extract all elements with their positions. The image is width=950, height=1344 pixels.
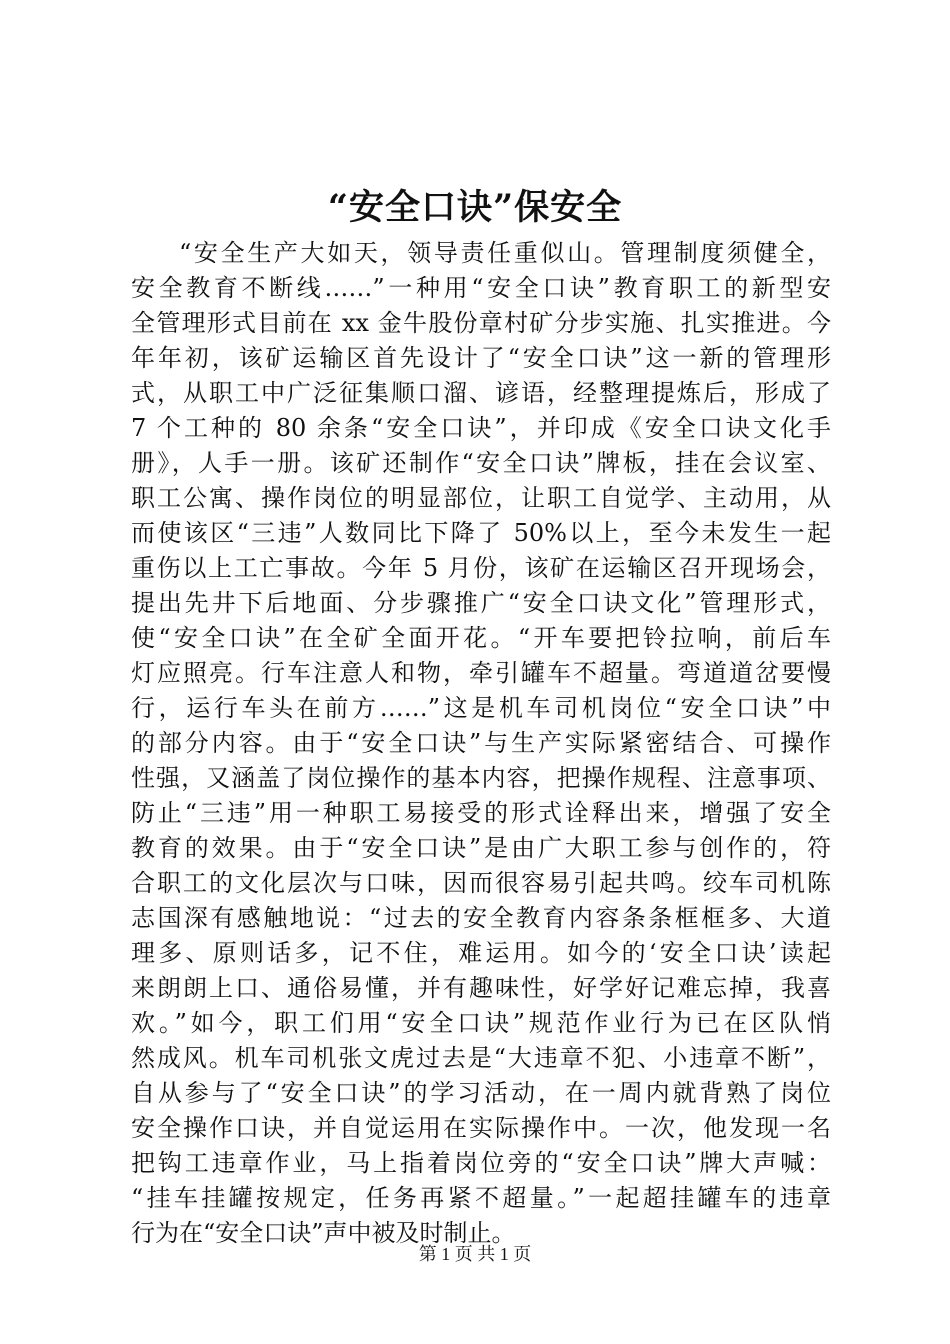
page-footer: 第 1 页 共 1 页 <box>418 1244 532 1264</box>
text-line: 年年初，该矿运输区首先设计了“安全口诀”这一新的管理形 <box>131 344 831 372</box>
text-line: 教育的效果。由于“安全口诀”是由广大职工参与创作的，符 <box>131 834 831 862</box>
page-title: “安全口诀”保安全 <box>327 187 623 228</box>
text-line: 全管理形式目前在 xx 金牛股份章村矿分步实施、扎实推进。今 <box>131 309 831 337</box>
text-line: 理多、原则话多，记不住，难运用。如今的‘安全口诀’读起 <box>131 939 831 967</box>
text-line: 而使该区“三违”人数同比下降了 50%以上，至今未发生一起 <box>131 519 831 547</box>
text-line: “挂车挂罐按规定，任务再紧不超量。”一起超挂罐车的违章 <box>131 1184 831 1212</box>
text-line: 来朗朗上口、通俗易懂，并有趣味性，好学好记难忘掉，我喜 <box>131 974 831 1002</box>
text-line: 合职工的文化层次与口味，因而很容易引起共鸣。绞车司机陈 <box>131 869 831 897</box>
text-line: 式，从职工中广泛征集顺口溜、谚语，经整理提炼后，形成了 <box>131 379 831 407</box>
text-line: 灯应照亮。行车注意人和物，牵引罐车不超量。弯道道岔要慢 <box>131 659 831 687</box>
text-line: 使“安全口诀”在全矿全面开花。“开车要把铃拉响，前后车 <box>131 624 831 652</box>
text-line: 然成风。机车司机张文虎过去是“大违章不犯、小违章不断”， <box>131 1044 831 1072</box>
text-line: 提出先井下后地面、分步骤推广“安全口诀文化”管理形式， <box>131 589 831 617</box>
text-line: 自从参与了“安全口诀”的学习活动，在一周内就背熟了岗位 <box>131 1079 831 1107</box>
body-paragraph <box>131 236 831 1251</box>
text-line: 行，运行车头在前方……”这是机车司机岗位“安全口诀”中 <box>131 694 831 722</box>
text-line: 把钩工违章作业，马上指着岗位旁的“安全口诀”牌大声喊： <box>131 1149 831 1177</box>
text-line: 志国深有感触地说：“过去的安全教育内容条条框框多、大道 <box>131 904 831 932</box>
text-line: 行为在“安全口诀”声中被及时制止。 <box>131 1219 516 1247</box>
text-line: 册》，人手一册。该矿还制作“安全口诀”牌板，挂在会议室、 <box>131 449 831 477</box>
text-line: 职工公寓、操作岗位的明显部位，让职工自觉学、主动用，从 <box>131 484 831 512</box>
text-line: 安全教育不断线……”一种用“安全口诀”教育职工的新型安 <box>131 274 831 302</box>
text-line: 欢。”如今，职工们用“安全口诀”规范作业行为已在区队悄 <box>131 1009 831 1037</box>
text-line: 7 个工种的 80 余条“安全口诀”，并印成《安全口诀文化手 <box>131 414 831 442</box>
text-line: 性强，又涵盖了岗位操作的基本内容，把操作规程、注意事项、 <box>131 764 831 792</box>
text-line: 防止“三违”用一种职工易接受的形式诠释出来，增强了安全 <box>131 799 831 827</box>
text-line: 的部分内容。由于“安全口诀”与生产实际紧密结合、可操作 <box>131 729 831 757</box>
text-line: 安全操作口诀，并自觉运用在实际操作中。一次，他发现一名 <box>131 1114 831 1142</box>
text-line: “安全生产大如天，领导责任重似山。管理制度须健全， <box>179 239 831 267</box>
text-line: 重伤以上工亡事故。今年 5 月份，该矿在运输区召开现场会， <box>131 554 831 582</box>
